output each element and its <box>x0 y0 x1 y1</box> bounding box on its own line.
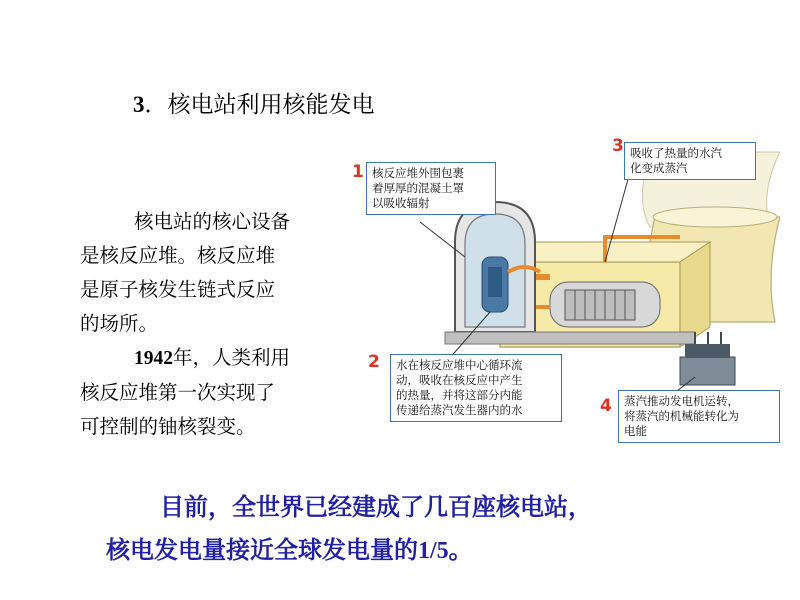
callout-4 <box>618 390 780 443</box>
year: 1942 <box>134 348 173 369</box>
callout-text: 以吸收辐射 <box>372 196 430 210</box>
callout-text: 着厚厚的混凝土罩 <box>372 181 464 195</box>
text-line: 年，人类利用 <box>173 346 291 369</box>
callout-1 <box>366 162 496 215</box>
conclusion-line-1: 目前，全世界已经建成了几百座核电站， <box>160 492 592 521</box>
text-line: 是原子核发生链式反应 <box>80 278 276 301</box>
callout-text: 水在核反应堆中心循环流 <box>396 358 523 372</box>
callout-text: 吸收了热量的水汽 <box>630 146 722 160</box>
conclusion-text: 核电发电量接近全球发电量的 <box>106 535 418 564</box>
nuclear-plant-diagram <box>350 132 780 450</box>
callout-3 <box>624 142 756 180</box>
reactor-description <box>80 205 350 341</box>
conclusion-line-2 <box>106 530 473 565</box>
section-number: 3 <box>133 92 145 117</box>
callout-text: 传递给蒸汽发生器内的水 <box>396 403 523 417</box>
callout-text: 动，吸收在核反应中产生 <box>396 373 523 387</box>
text-line: 核反应堆第一次实现了 <box>80 381 276 404</box>
text-line: 是核反应堆。核反应堆 <box>80 244 276 267</box>
text-line: 可控制的铀核裂变。 <box>80 415 256 438</box>
conclusion-fraction: 1/5 <box>418 538 449 564</box>
callout-text: 电能 <box>624 424 647 438</box>
callout-text: 将蒸汽的机械能转化为 <box>624 409 739 423</box>
callout-text: 化变成蒸汽 <box>630 161 688 175</box>
callout-number-4: 4 <box>600 396 612 416</box>
section-title-text: ．核电站利用核能发电 <box>144 92 375 118</box>
text-line: 的场所。 <box>80 312 159 335</box>
callout-2 <box>390 354 562 422</box>
callout-number-3: 3 <box>612 136 624 156</box>
callout-number-1: 1 <box>352 162 364 182</box>
callout-text: 蒸汽推动发电机运转， <box>624 394 739 408</box>
conclusion-text: 。 <box>448 535 473 564</box>
callout-text: 的热量，并将这部分内能 <box>396 388 523 402</box>
history-description <box>80 341 350 444</box>
callout-text: 核反应堆外围包裹 <box>372 166 464 180</box>
text-line: 核电站的核心设备 <box>134 210 291 233</box>
callout-number-2: 2 <box>368 352 380 372</box>
section-title <box>133 86 375 119</box>
